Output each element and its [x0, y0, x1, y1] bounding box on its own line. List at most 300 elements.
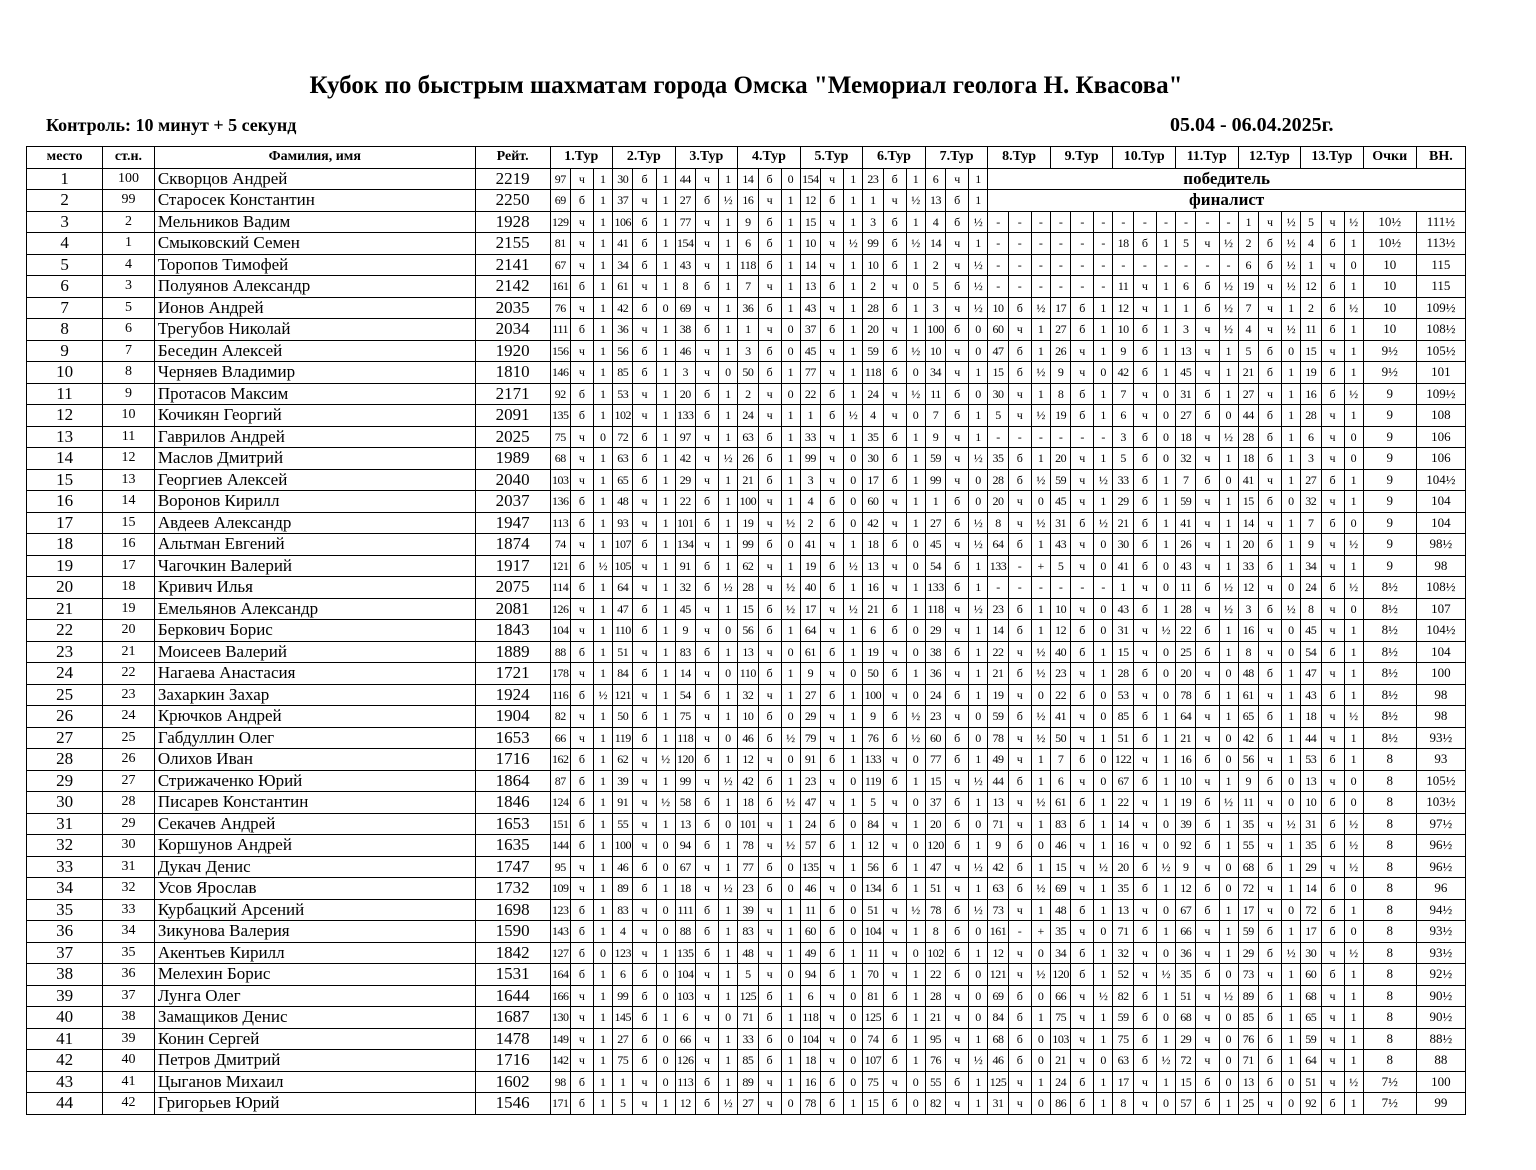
result-cell: 1 — [656, 276, 675, 298]
result-cell: 1 — [719, 211, 738, 233]
player-name-cell: Гаврилов Андрей — [154, 426, 475, 448]
result-cell: 1 — [594, 211, 613, 233]
opponent-cell: 18 — [675, 878, 695, 900]
player-name-cell: Олихов Иван — [154, 749, 475, 771]
start-no-cell: 4 — [103, 254, 155, 276]
result-cell: 1 — [594, 254, 613, 276]
tiebreak-cell: 93 — [1416, 749, 1465, 771]
result-cell: 1 — [1344, 276, 1363, 298]
color-cell: - — [1071, 577, 1094, 599]
points-cell: 8½ — [1363, 598, 1416, 620]
color-cell: - — [1008, 426, 1031, 448]
opponent-cell: 44 — [1238, 405, 1258, 427]
opponent-cell: 21 — [738, 469, 758, 491]
result-cell: 1 — [781, 491, 800, 513]
opponent-cell: 6 — [1176, 276, 1196, 298]
result-cell: 1 — [1156, 362, 1175, 384]
color-cell: ч — [570, 727, 593, 749]
opponent-cell: 93 — [613, 512, 633, 534]
result-cell: 0 — [844, 1028, 863, 1050]
opponent-cell: 43 — [675, 254, 695, 276]
result-cell: 1 — [594, 297, 613, 319]
color-cell: б — [1258, 598, 1281, 620]
result-cell: ½ — [969, 512, 988, 534]
color-cell: б — [821, 899, 844, 921]
table-row — [27, 491, 1466, 513]
color-cell: ч — [1321, 663, 1344, 685]
result-cell: 0 — [1219, 405, 1238, 427]
opponent-cell: 135 — [800, 856, 820, 878]
color-cell: ч — [821, 1050, 844, 1072]
result-cell: 0 — [906, 555, 925, 577]
result-cell: 1 — [1156, 233, 1175, 255]
player-name-cell: Торопов Тимофей — [154, 254, 475, 276]
color-cell: б — [633, 985, 656, 1007]
opponent-cell: 166 — [550, 985, 570, 1007]
result-cell: 1 — [594, 1007, 613, 1029]
opponent-cell: 123 — [550, 899, 570, 921]
result-cell: 1 — [1219, 813, 1238, 835]
opponent-cell: 4 — [1301, 233, 1321, 255]
place-cell: 18 — [27, 534, 103, 556]
points-cell: 8 — [1363, 964, 1416, 986]
result-cell: 1 — [594, 448, 613, 470]
opponent-cell: 125 — [738, 985, 758, 1007]
place-cell: 44 — [27, 1093, 103, 1115]
points-cell: 8½ — [1363, 727, 1416, 749]
result-cell: 0 — [1156, 641, 1175, 663]
color-cell: б — [946, 727, 969, 749]
result-cell: 1 — [969, 190, 988, 212]
result-cell: 0 — [1094, 1050, 1113, 1072]
header-round: 1.Тур — [550, 147, 613, 169]
color-cell: ч — [821, 426, 844, 448]
opponent-cell: 101 — [675, 512, 695, 534]
opponent-cell: 21 — [863, 598, 883, 620]
result-cell: - — [1094, 254, 1113, 276]
color-cell: б — [758, 1028, 781, 1050]
color-cell: б — [1321, 233, 1344, 255]
points-cell: 8½ — [1363, 663, 1416, 685]
tiebreak-cell: 108½ — [1416, 319, 1465, 341]
color-cell: б — [633, 727, 656, 749]
tiebreak-cell: 94½ — [1416, 899, 1465, 921]
points-cell: 8 — [1363, 813, 1416, 835]
place-cell: 38 — [27, 964, 103, 986]
result-cell: 1 — [1344, 620, 1363, 642]
color-cell: б — [1133, 663, 1156, 685]
opponent-cell: 118 — [925, 598, 945, 620]
color-cell: б — [1008, 448, 1031, 470]
opponent-cell: 16 — [863, 577, 883, 599]
opponent-cell: 75 — [613, 1050, 633, 1072]
opponent-cell: 41 — [613, 233, 633, 255]
result-cell: 1 — [1156, 985, 1175, 1007]
color-cell: б — [1196, 641, 1219, 663]
opponent-cell: 14 — [1301, 878, 1321, 900]
rating-cell: 1732 — [475, 878, 550, 900]
result-cell: 1 — [1031, 448, 1050, 470]
color-cell: б — [883, 534, 906, 556]
result-cell: 1 — [1094, 1007, 1113, 1029]
color-cell: ч — [1008, 813, 1031, 835]
result-cell: 1 — [1282, 426, 1301, 448]
result-cell: 1 — [1344, 1093, 1363, 1115]
player-name-cell: Черняев Владимир — [154, 362, 475, 384]
color-cell: б — [1071, 964, 1094, 986]
rating-cell: 1687 — [475, 1007, 550, 1029]
opponent-cell: 59 — [1176, 491, 1196, 513]
opponent-cell: 67 — [1113, 770, 1133, 792]
opponent-cell: 88 — [675, 921, 695, 943]
header-round: 5.Тур — [800, 147, 863, 169]
opponent-cell: 48 — [1050, 899, 1070, 921]
opponent-cell: 29 — [1176, 1028, 1196, 1050]
result-cell: 1 — [906, 856, 925, 878]
color-cell: б — [1133, 469, 1156, 491]
result-cell: 1 — [906, 512, 925, 534]
result-cell: ½ — [906, 899, 925, 921]
result-cell: ½ — [781, 577, 800, 599]
color-cell: б — [821, 921, 844, 943]
start-no-cell: 29 — [103, 813, 155, 835]
player-name-cell: Петров Дмитрий — [154, 1050, 475, 1072]
result-cell: 1 — [1282, 512, 1301, 534]
result-cell: 1 — [1282, 985, 1301, 1007]
opponent-cell: 23 — [925, 706, 945, 728]
color-cell: ч — [570, 340, 593, 362]
header-round: 8.Тур — [988, 147, 1051, 169]
opponent-cell: 81 — [550, 233, 570, 255]
color-cell: б — [1008, 1050, 1031, 1072]
opponent-cell: 43 — [1176, 555, 1196, 577]
color-cell: ч — [695, 168, 718, 190]
result-cell: 1 — [1344, 362, 1363, 384]
color-cell: б — [946, 641, 969, 663]
place-cell: 35 — [27, 899, 103, 921]
color-cell: б — [758, 426, 781, 448]
result-cell: 1 — [781, 211, 800, 233]
header-round: 11.Тур — [1176, 147, 1239, 169]
color-cell: б — [946, 555, 969, 577]
opponent-cell: 31 — [1176, 383, 1196, 405]
opponent-cell: 13 — [988, 792, 1008, 814]
player-name-cell: Дукач Денис — [154, 856, 475, 878]
result-cell: 1 — [656, 770, 675, 792]
result-cell: 0 — [1156, 1007, 1175, 1029]
opponent-cell: 40 — [800, 577, 820, 599]
color-cell: б — [946, 405, 969, 427]
tiebreak-cell: 104 — [1416, 512, 1465, 534]
color-cell: б — [1008, 835, 1031, 857]
color-cell: б — [883, 233, 906, 255]
opponent-cell: 50 — [1050, 727, 1070, 749]
opponent-cell: 29 — [1301, 856, 1321, 878]
place-cell: 31 — [27, 813, 103, 835]
opponent-cell: 135 — [675, 942, 695, 964]
color-cell: б — [695, 555, 718, 577]
result-cell: 1 — [781, 297, 800, 319]
result-cell: 0 — [656, 899, 675, 921]
opponent-cell: 119 — [613, 727, 633, 749]
color-cell: б — [633, 964, 656, 986]
result-cell: 1 — [1219, 921, 1238, 943]
color-cell: б — [1008, 706, 1031, 728]
player-name-cell: Зикунова Валерия — [154, 921, 475, 943]
opponent-cell: 25 — [1238, 1093, 1258, 1115]
result-cell: 1 — [1094, 641, 1113, 663]
header-round: 12.Тур — [1238, 147, 1301, 169]
tiebreak-cell: 98 — [1416, 555, 1465, 577]
result-cell: 1 — [656, 362, 675, 384]
result-cell: ½ — [969, 448, 988, 470]
result-cell: ½ — [719, 577, 738, 599]
color-cell: б — [883, 620, 906, 642]
opponent-cell: 119 — [863, 770, 883, 792]
color-cell: ч — [946, 706, 969, 728]
color-cell: ч — [1133, 942, 1156, 964]
opponent-cell: 20 — [1050, 448, 1070, 470]
table-row — [27, 340, 1466, 362]
opponent-cell: 7 — [925, 405, 945, 427]
result-cell: 1 — [906, 878, 925, 900]
color-cell: б — [1133, 534, 1156, 556]
color-cell: б — [633, 706, 656, 728]
opponent-cell: 29 — [800, 706, 820, 728]
opponent-cell: 18 — [1176, 426, 1196, 448]
result-cell: 1 — [906, 448, 925, 470]
opponent-cell: 75 — [1113, 1028, 1133, 1050]
opponent-cell: 171 — [550, 1093, 570, 1115]
result-cell: 1 — [719, 491, 738, 513]
result-cell: 0 — [1156, 813, 1175, 835]
color-cell: ч — [1321, 491, 1344, 513]
result-cell: ½ — [969, 297, 988, 319]
points-cell: 10 — [1363, 254, 1416, 276]
opponent-cell: 111 — [675, 899, 695, 921]
result-cell: 1 — [1094, 1071, 1113, 1093]
color-cell: б — [1071, 297, 1094, 319]
color-cell: б — [570, 190, 593, 212]
result-cell: 1 — [1156, 878, 1175, 900]
player-name-cell: Габдуллин Олег — [154, 727, 475, 749]
result-cell: 1 — [781, 899, 800, 921]
opponent-cell: 35 — [988, 448, 1008, 470]
opponent-cell: 28 — [1301, 405, 1321, 427]
table-row — [27, 319, 1466, 341]
opponent-cell: 9 — [738, 211, 758, 233]
result-cell: 1 — [656, 684, 675, 706]
opponent-cell: 19 — [1176, 792, 1196, 814]
result-cell: 1 — [1282, 534, 1301, 556]
result-cell: 1 — [1344, 727, 1363, 749]
opponent-cell: 57 — [1176, 1093, 1196, 1115]
opponent-cell: 5 — [1238, 340, 1258, 362]
color-cell: б — [1133, 856, 1156, 878]
color-cell: ч — [695, 254, 718, 276]
color-cell: б — [883, 985, 906, 1007]
start-no-cell: 30 — [103, 835, 155, 857]
result-cell: 0 — [969, 706, 988, 728]
result-cell: 1 — [906, 1050, 925, 1072]
result-cell: 0 — [1094, 684, 1113, 706]
color-cell: б — [1133, 1050, 1156, 1072]
table-row — [27, 512, 1466, 534]
opponent-cell: 156 — [550, 340, 570, 362]
result-cell: 0 — [1344, 770, 1363, 792]
opponent-cell: 76 — [925, 1050, 945, 1072]
result-cell: 1 — [781, 555, 800, 577]
opponent-cell: 5 — [1301, 211, 1321, 233]
place-cell: 3 — [27, 211, 103, 233]
opponent-cell: 1 — [1176, 297, 1196, 319]
color-cell: б — [1196, 383, 1219, 405]
table-row — [27, 405, 1466, 427]
color-cell: ч — [695, 856, 718, 878]
opponent-cell: 27 — [1176, 405, 1196, 427]
opponent-cell: 92 — [550, 383, 570, 405]
color-cell: ч — [633, 512, 656, 534]
place-cell: 36 — [27, 921, 103, 943]
result-cell: 0 — [1156, 663, 1175, 685]
tiebreak-cell: 90½ — [1416, 985, 1465, 1007]
opponent-cell: 8 — [1113, 1093, 1133, 1115]
result-cell: 1 — [656, 534, 675, 556]
opponent-cell: 145 — [613, 1007, 633, 1029]
color-cell: б — [1008, 985, 1031, 1007]
start-no-cell: 42 — [103, 1093, 155, 1115]
color-cell: б — [821, 276, 844, 298]
color-cell: ч — [570, 469, 593, 491]
color-cell: ч — [570, 878, 593, 900]
color-cell: б — [1008, 770, 1031, 792]
points-cell: 8 — [1363, 770, 1416, 792]
color-cell: ч — [1008, 899, 1031, 921]
opponent-cell: 98 — [550, 1071, 570, 1093]
result-cell: 0 — [781, 168, 800, 190]
result-cell: 1 — [781, 448, 800, 470]
color-cell: б — [1133, 878, 1156, 900]
color-cell: ч — [1258, 878, 1281, 900]
result-cell: 1 — [1031, 383, 1050, 405]
opponent-cell: 36 — [1176, 942, 1196, 964]
opponent-cell: 24 — [863, 383, 883, 405]
result-cell: 1 — [594, 1071, 613, 1093]
result-cell: 0 — [906, 749, 925, 771]
tiebreak-cell: 108½ — [1416, 577, 1465, 599]
opponent-cell: - — [1113, 211, 1133, 233]
opponent-cell: 61 — [1050, 792, 1070, 814]
opponent-cell: 59 — [1301, 1028, 1321, 1050]
result-cell: ½ — [1282, 813, 1301, 835]
color-cell: ч — [633, 899, 656, 921]
color-cell: ч — [1196, 663, 1219, 685]
result-cell: 1 — [1219, 1093, 1238, 1115]
result-cell: 1 — [719, 405, 738, 427]
opponent-cell: 18 — [1301, 706, 1321, 728]
opponent-cell: 20 — [925, 813, 945, 835]
result-cell: 1 — [1344, 233, 1363, 255]
result-cell: 1 — [1282, 684, 1301, 706]
result-cell: 1 — [844, 835, 863, 857]
result-cell: 0 — [1094, 620, 1113, 642]
opponent-cell: 91 — [675, 555, 695, 577]
result-cell: 1 — [844, 964, 863, 986]
result-cell: 1 — [1156, 276, 1175, 298]
color-cell: б — [1196, 1071, 1219, 1093]
result-cell: 0 — [1282, 899, 1301, 921]
result-cell: 0 — [844, 448, 863, 470]
result-cell: 1 — [969, 1028, 988, 1050]
opponent-cell: 39 — [738, 899, 758, 921]
opponent-cell: 83 — [613, 899, 633, 921]
color-cell: б — [1258, 362, 1281, 384]
color-cell: б — [946, 491, 969, 513]
color-cell: ч — [883, 921, 906, 943]
result-cell: 1 — [1219, 534, 1238, 556]
color-cell: б — [821, 190, 844, 212]
opponent-cell: 21 — [988, 663, 1008, 685]
place-cell: 28 — [27, 749, 103, 771]
start-no-cell: 20 — [103, 620, 155, 642]
opponent-cell: 101 — [738, 813, 758, 835]
result-cell: 1 — [781, 921, 800, 943]
opponent-cell: 28 — [1113, 663, 1133, 685]
opponent-cell: 20 — [1176, 663, 1196, 685]
opponent-cell: 43 — [800, 297, 820, 319]
result-cell: 0 — [844, 1071, 863, 1093]
result-cell: 0 — [969, 727, 988, 749]
result-cell: ½ — [1344, 211, 1363, 233]
opponent-cell: 100 — [863, 684, 883, 706]
color-cell: б — [1133, 555, 1156, 577]
color-cell: б — [758, 448, 781, 470]
opponent-cell: 6 — [863, 620, 883, 642]
result-cell: 1 — [594, 985, 613, 1007]
result-cell: 1 — [969, 555, 988, 577]
points-cell: 10½ — [1363, 233, 1416, 255]
color-cell: ч — [1196, 921, 1219, 943]
opponent-cell: 56 — [738, 620, 758, 642]
result-cell: 1 — [1094, 405, 1113, 427]
result-cell: 0 — [906, 405, 925, 427]
place-cell: 8 — [27, 319, 103, 341]
color-cell: ч — [1196, 1050, 1219, 1072]
result-cell: 1 — [1094, 448, 1113, 470]
color-cell: б — [946, 749, 969, 771]
color-cell: б — [695, 684, 718, 706]
opponent-cell: 146 — [550, 362, 570, 384]
opponent-cell: 52 — [1113, 964, 1133, 986]
color-cell: ч — [758, 899, 781, 921]
opponent-cell: 40 — [1050, 641, 1070, 663]
opponent-cell: 84 — [988, 1007, 1008, 1029]
result-cell: 0 — [656, 985, 675, 1007]
color-cell: ч — [1321, 706, 1344, 728]
start-no-cell: 6 — [103, 319, 155, 341]
color-cell: б — [633, 211, 656, 233]
points-cell: 8 — [1363, 899, 1416, 921]
opponent-cell: 19 — [1050, 405, 1070, 427]
opponent-cell: 73 — [1238, 964, 1258, 986]
color-cell: ч — [1071, 448, 1094, 470]
color-cell: б — [1008, 598, 1031, 620]
opponent-cell: 110 — [613, 620, 633, 642]
tiebreak-cell: 97½ — [1416, 813, 1465, 835]
rating-cell: 2171 — [475, 383, 550, 405]
opponent-cell: 30 — [863, 448, 883, 470]
color-cell: б — [1321, 383, 1344, 405]
